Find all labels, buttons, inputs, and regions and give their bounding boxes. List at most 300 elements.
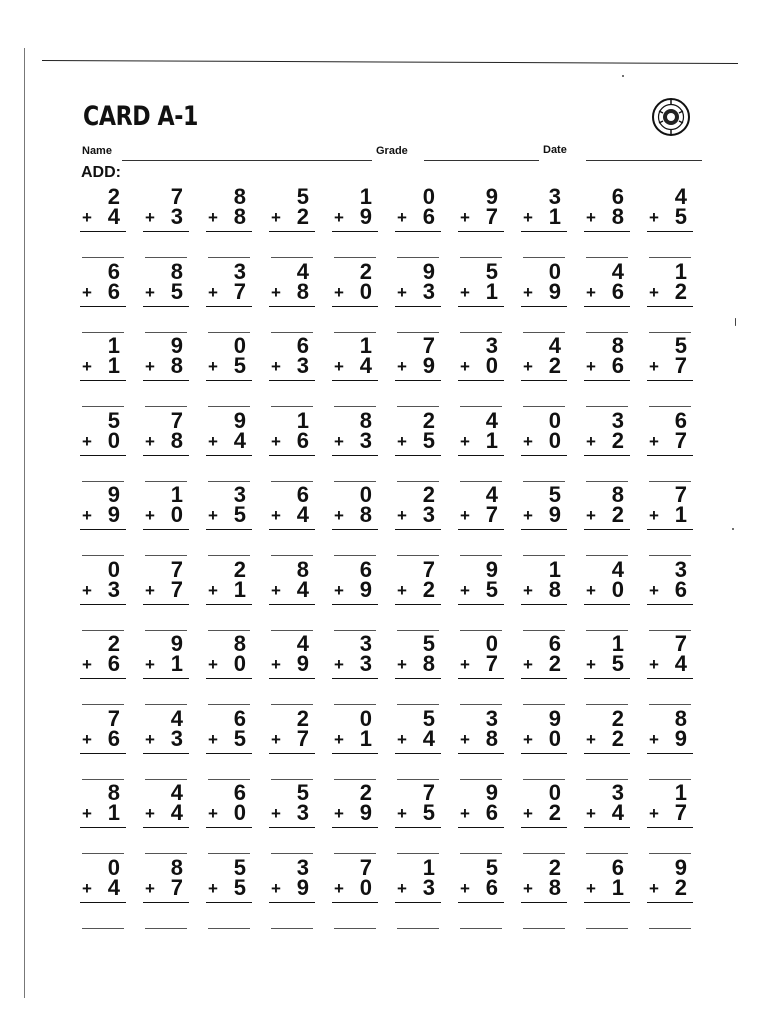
plus-sign: + bbox=[586, 208, 596, 227]
operation-label: ADD: bbox=[81, 164, 121, 181]
addend-top: 9 bbox=[674, 854, 687, 880]
sum-rule bbox=[206, 604, 252, 605]
addition-problem bbox=[143, 484, 193, 559]
problem-row bbox=[80, 854, 700, 932]
addend-top: 4 bbox=[485, 407, 498, 433]
addend-bottom bbox=[649, 725, 687, 751]
addend-top: 0 bbox=[548, 780, 561, 805]
addend-bottom bbox=[334, 653, 372, 675]
addition-problem bbox=[80, 556, 130, 634]
sum-rule bbox=[269, 902, 315, 903]
scan-speck bbox=[735, 318, 736, 326]
sum-rule bbox=[143, 529, 189, 530]
addend-value: 1 bbox=[485, 427, 498, 453]
answer-line[interactable] bbox=[145, 555, 187, 556]
sum-rule bbox=[80, 231, 126, 232]
addition-problem bbox=[80, 484, 130, 559]
addend-value: 3 bbox=[359, 427, 372, 453]
answer-line[interactable] bbox=[649, 406, 691, 407]
answer-line[interactable] bbox=[523, 257, 565, 258]
answer-line[interactable] bbox=[460, 928, 502, 929]
answer-line[interactable] bbox=[460, 555, 502, 556]
addend-bottom bbox=[82, 504, 120, 526]
sum-rule bbox=[269, 380, 315, 381]
addend-value: 0 bbox=[611, 576, 624, 602]
answer-line[interactable] bbox=[523, 406, 565, 407]
addend-bottom bbox=[208, 802, 246, 824]
plus-sign: + bbox=[649, 804, 659, 823]
answer-line[interactable] bbox=[271, 406, 313, 407]
addend-bottom bbox=[208, 427, 246, 453]
addend-top: 3 bbox=[674, 556, 687, 582]
addition-problem bbox=[458, 633, 508, 708]
answer-line[interactable] bbox=[334, 555, 376, 556]
addition-problem bbox=[332, 335, 382, 410]
answer-line[interactable] bbox=[208, 928, 250, 929]
answer-line[interactable] bbox=[397, 928, 439, 929]
plus-sign: + bbox=[82, 282, 92, 302]
addend-value: 5 bbox=[611, 651, 624, 676]
addition-problem bbox=[395, 258, 445, 336]
sum-rule bbox=[206, 306, 252, 307]
addition-problem bbox=[80, 854, 130, 932]
answer-line[interactable] bbox=[334, 406, 376, 407]
addend-bottom bbox=[586, 355, 624, 377]
answer-line[interactable] bbox=[82, 555, 124, 556]
addition-problem bbox=[332, 407, 382, 485]
addend-top: 6 bbox=[611, 854, 624, 880]
sum-rule bbox=[647, 902, 693, 903]
plus-sign: + bbox=[208, 804, 218, 823]
addend-value: 3 bbox=[170, 204, 183, 229]
addition-problem bbox=[647, 556, 697, 634]
plus-sign: + bbox=[82, 878, 92, 898]
addend-bottom bbox=[334, 278, 372, 304]
grade-field[interactable] bbox=[424, 160, 539, 161]
answer-line[interactable] bbox=[586, 853, 628, 854]
addend-value: 1 bbox=[170, 651, 183, 676]
plus-sign: + bbox=[586, 431, 596, 451]
addend-top: 2 bbox=[107, 631, 120, 656]
answer-line[interactable] bbox=[208, 555, 250, 556]
addend-bottom bbox=[586, 725, 624, 751]
addend-top: 9 bbox=[170, 631, 183, 656]
addend-value: 4 bbox=[611, 800, 624, 825]
addition-problem bbox=[647, 407, 697, 485]
addition-problem bbox=[395, 854, 445, 932]
answer-line[interactable] bbox=[82, 257, 124, 258]
answer-line[interactable] bbox=[523, 928, 565, 929]
addend-bottom bbox=[397, 355, 435, 377]
addend-value: 5 bbox=[422, 800, 435, 825]
addend-top: 2 bbox=[296, 705, 309, 731]
addend-top: 5 bbox=[107, 407, 120, 433]
addend-value: 6 bbox=[485, 874, 498, 900]
addend-value: 4 bbox=[674, 651, 687, 676]
answer-line[interactable] bbox=[523, 704, 565, 705]
plus-sign: + bbox=[523, 431, 533, 451]
addition-problem bbox=[269, 854, 319, 932]
addend-value: 4 bbox=[422, 725, 435, 751]
sum-rule bbox=[521, 380, 567, 381]
addend-value: 9 bbox=[296, 651, 309, 676]
addend-bottom bbox=[523, 874, 561, 900]
addend-value: 4 bbox=[170, 800, 183, 825]
addend-top: 3 bbox=[611, 407, 624, 433]
addend-bottom bbox=[586, 576, 624, 602]
addend-bottom bbox=[523, 206, 561, 228]
plus-sign: + bbox=[460, 729, 470, 749]
addition-problem bbox=[521, 335, 571, 410]
plus-sign: + bbox=[460, 208, 470, 227]
addend-bottom bbox=[334, 504, 372, 526]
addend-top: 7 bbox=[170, 184, 183, 209]
addend-value: 2 bbox=[296, 204, 309, 229]
addend-value: 1 bbox=[233, 576, 246, 602]
plus-sign: + bbox=[586, 357, 596, 376]
sum-rule bbox=[332, 231, 378, 232]
plus-sign: + bbox=[82, 655, 92, 674]
answer-line[interactable] bbox=[649, 853, 691, 854]
addend-top: 7 bbox=[422, 780, 435, 805]
addition-problem bbox=[584, 258, 634, 336]
problem-row bbox=[80, 484, 700, 559]
answer-line[interactable] bbox=[397, 555, 439, 556]
answer-line[interactable] bbox=[586, 704, 628, 705]
addend-top: 0 bbox=[548, 258, 561, 284]
plus-sign: + bbox=[649, 431, 659, 451]
addend-bottom bbox=[82, 278, 120, 304]
answer-line[interactable] bbox=[82, 853, 124, 854]
answer-line[interactable] bbox=[208, 704, 250, 705]
addend-value: 6 bbox=[107, 651, 120, 676]
plus-sign: + bbox=[145, 655, 155, 674]
plus-sign: + bbox=[208, 357, 218, 376]
sum-rule bbox=[80, 902, 126, 903]
answer-line[interactable] bbox=[82, 928, 124, 929]
addend-bottom bbox=[460, 504, 498, 526]
addend-bottom bbox=[145, 504, 183, 526]
addend-bottom bbox=[586, 278, 624, 304]
answer-line[interactable] bbox=[271, 928, 313, 929]
addend-bottom bbox=[82, 427, 120, 453]
plus-sign: + bbox=[82, 208, 92, 227]
addend-top: 9 bbox=[170, 333, 183, 358]
answer-line[interactable] bbox=[208, 257, 250, 258]
sum-rule bbox=[647, 753, 693, 754]
plus-sign: + bbox=[649, 655, 659, 674]
addition-problem bbox=[647, 633, 697, 708]
plus-sign: + bbox=[523, 506, 533, 525]
plus-sign: + bbox=[460, 357, 470, 376]
answer-line[interactable] bbox=[586, 928, 628, 929]
answer-line[interactable] bbox=[271, 853, 313, 854]
answer-line[interactable] bbox=[271, 555, 313, 556]
addition-problem bbox=[584, 854, 634, 932]
addend-value: 8 bbox=[548, 874, 561, 900]
addend-value: 3 bbox=[422, 874, 435, 900]
problem-row bbox=[80, 633, 700, 708]
addend-top: 2 bbox=[548, 854, 561, 880]
sum-rule bbox=[143, 604, 189, 605]
addend-top: 4 bbox=[611, 258, 624, 284]
addend-top: 3 bbox=[548, 184, 561, 209]
problem-row bbox=[80, 556, 700, 634]
addend-top: 7 bbox=[674, 482, 687, 507]
answer-line[interactable] bbox=[145, 406, 187, 407]
addend-top: 1 bbox=[674, 258, 687, 284]
addend-value: 5 bbox=[422, 427, 435, 453]
plus-sign: + bbox=[649, 282, 659, 302]
answer-line[interactable] bbox=[649, 555, 691, 556]
answer-line[interactable] bbox=[397, 257, 439, 258]
addition-problem bbox=[143, 335, 193, 410]
addend-bottom bbox=[586, 206, 624, 228]
answer-line[interactable] bbox=[145, 257, 187, 258]
plus-sign: + bbox=[334, 506, 344, 525]
plus-sign: + bbox=[334, 431, 344, 451]
addend-bottom bbox=[523, 576, 561, 602]
addition-problem bbox=[80, 633, 130, 708]
answer-line[interactable] bbox=[334, 257, 376, 258]
sum-rule bbox=[269, 306, 315, 307]
sum-rule bbox=[647, 380, 693, 381]
answer-line[interactable] bbox=[208, 853, 250, 854]
sum-rule bbox=[395, 604, 441, 605]
addition-problem bbox=[584, 484, 634, 559]
sum-rule bbox=[269, 827, 315, 828]
sum-rule bbox=[143, 455, 189, 456]
answer-line[interactable] bbox=[649, 928, 691, 929]
addition-problem bbox=[647, 186, 697, 261]
answer-line[interactable] bbox=[145, 928, 187, 929]
answer-line[interactable] bbox=[460, 257, 502, 258]
answer-line[interactable] bbox=[649, 704, 691, 705]
addend-value: 0 bbox=[548, 427, 561, 453]
sum-rule bbox=[332, 455, 378, 456]
name-field[interactable] bbox=[122, 160, 372, 161]
addend-bottom bbox=[460, 206, 498, 228]
addend-value: 3 bbox=[107, 576, 120, 602]
addend-value: 8 bbox=[359, 502, 372, 527]
addition-problem bbox=[395, 705, 445, 783]
addition-problem bbox=[206, 407, 256, 485]
addend-bottom bbox=[145, 802, 183, 824]
addition-problem bbox=[80, 186, 130, 261]
addition-problem bbox=[647, 705, 697, 783]
sum-rule bbox=[647, 678, 693, 679]
addend-bottom bbox=[460, 355, 498, 377]
addend-value: 3 bbox=[170, 725, 183, 751]
addend-value: 9 bbox=[359, 800, 372, 825]
answer-line[interactable] bbox=[82, 406, 124, 407]
addend-top: 5 bbox=[296, 184, 309, 209]
addend-value: 0 bbox=[170, 502, 183, 527]
sum-rule bbox=[206, 753, 252, 754]
answer-line[interactable] bbox=[523, 555, 565, 556]
sum-rule bbox=[332, 529, 378, 530]
addend-bottom bbox=[334, 206, 372, 228]
addend-top: 1 bbox=[611, 631, 624, 656]
addend-bottom bbox=[145, 427, 183, 453]
addend-bottom bbox=[397, 725, 435, 751]
addend-top: 1 bbox=[674, 780, 687, 805]
addend-bottom bbox=[397, 504, 435, 526]
answer-line[interactable] bbox=[145, 853, 187, 854]
addend-value: 0 bbox=[107, 427, 120, 453]
answer-line[interactable] bbox=[586, 406, 628, 407]
plus-sign: + bbox=[145, 580, 155, 600]
addition-problem bbox=[647, 782, 697, 857]
sum-rule bbox=[584, 529, 630, 530]
answer-line[interactable] bbox=[334, 928, 376, 929]
addend-top: 7 bbox=[422, 333, 435, 358]
addend-value: 7 bbox=[233, 278, 246, 304]
sum-rule bbox=[80, 380, 126, 381]
plus-sign: + bbox=[586, 878, 596, 898]
addend-bottom bbox=[523, 725, 561, 751]
answer-line[interactable] bbox=[460, 853, 502, 854]
plus-sign: + bbox=[271, 655, 281, 674]
addition-problem bbox=[332, 484, 382, 559]
addend-value: 8 bbox=[548, 576, 561, 602]
answer-line[interactable] bbox=[271, 257, 313, 258]
answer-line[interactable] bbox=[334, 853, 376, 854]
sum-rule bbox=[521, 455, 567, 456]
sum-rule bbox=[521, 753, 567, 754]
addend-value: 2 bbox=[548, 651, 561, 676]
addend-value: 3 bbox=[422, 278, 435, 304]
addition-problem bbox=[206, 705, 256, 783]
answer-line[interactable] bbox=[586, 257, 628, 258]
addend-value: 9 bbox=[107, 502, 120, 527]
sum-rule bbox=[80, 753, 126, 754]
addend-value: 0 bbox=[359, 278, 372, 304]
addition-problem bbox=[521, 854, 571, 932]
date-field[interactable] bbox=[586, 160, 702, 161]
addend-value: 7 bbox=[674, 427, 687, 453]
answer-line[interactable] bbox=[271, 704, 313, 705]
plus-sign: + bbox=[649, 506, 659, 525]
answer-line[interactable] bbox=[208, 406, 250, 407]
addend-bottom bbox=[271, 278, 309, 304]
plus-sign: + bbox=[460, 506, 470, 525]
sum-rule bbox=[584, 902, 630, 903]
addend-top: 5 bbox=[674, 333, 687, 358]
addend-top: 7 bbox=[674, 631, 687, 656]
plus-sign: + bbox=[523, 878, 533, 898]
answer-line[interactable] bbox=[523, 853, 565, 854]
plus-sign: + bbox=[649, 208, 659, 227]
answer-line[interactable] bbox=[397, 406, 439, 407]
grade-label: Grade bbox=[376, 145, 408, 157]
addition-problem bbox=[584, 407, 634, 485]
student-info-row bbox=[82, 145, 702, 165]
answer-line[interactable] bbox=[334, 704, 376, 705]
sum-rule bbox=[395, 827, 441, 828]
plus-sign: + bbox=[397, 208, 407, 227]
sum-rule bbox=[521, 678, 567, 679]
answer-line[interactable] bbox=[460, 406, 502, 407]
addend-bottom bbox=[82, 874, 120, 900]
plus-sign: + bbox=[397, 282, 407, 302]
addend-top: 3 bbox=[296, 854, 309, 880]
addend-value: 7 bbox=[485, 204, 498, 229]
plus-sign: + bbox=[271, 878, 281, 898]
addition-problem bbox=[269, 782, 319, 857]
addend-top: 9 bbox=[485, 556, 498, 582]
sum-rule bbox=[395, 380, 441, 381]
sum-rule bbox=[458, 678, 504, 679]
sum-rule bbox=[647, 529, 693, 530]
sum-rule bbox=[584, 455, 630, 456]
scan-speck bbox=[622, 75, 624, 77]
answer-line[interactable] bbox=[460, 704, 502, 705]
answer-line[interactable] bbox=[649, 257, 691, 258]
addend-bottom bbox=[145, 278, 183, 304]
addend-bottom bbox=[334, 427, 372, 453]
scan-speck bbox=[732, 528, 734, 530]
addition-problem bbox=[269, 258, 319, 336]
addend-value: 6 bbox=[611, 278, 624, 304]
addition-problem bbox=[458, 854, 508, 932]
addition-problem bbox=[143, 705, 193, 783]
seal-icon bbox=[651, 97, 691, 137]
plus-sign: + bbox=[460, 878, 470, 898]
addition-problem bbox=[395, 782, 445, 857]
sum-rule bbox=[521, 529, 567, 530]
addend-bottom bbox=[649, 427, 687, 453]
addition-problem bbox=[458, 407, 508, 485]
addend-top: 9 bbox=[485, 780, 498, 805]
answer-line[interactable] bbox=[397, 853, 439, 854]
addend-top: 1 bbox=[359, 333, 372, 358]
plus-sign: + bbox=[271, 208, 281, 227]
addition-problem bbox=[206, 335, 256, 410]
addend-top: 3 bbox=[233, 482, 246, 507]
plus-sign: + bbox=[271, 282, 281, 302]
addend-top: 8 bbox=[296, 556, 309, 582]
addend-value: 0 bbox=[233, 651, 246, 676]
answer-line[interactable] bbox=[397, 704, 439, 705]
addend-top: 0 bbox=[359, 482, 372, 507]
addition-problem bbox=[584, 186, 634, 261]
addend-bottom bbox=[649, 355, 687, 377]
addend-bottom bbox=[397, 206, 435, 228]
addend-bottom bbox=[649, 278, 687, 304]
addition-problem bbox=[521, 186, 571, 261]
addend-top: 6 bbox=[296, 333, 309, 358]
addend-value: 2 bbox=[674, 874, 687, 900]
addend-top: 5 bbox=[233, 854, 246, 880]
sum-rule bbox=[332, 604, 378, 605]
plus-sign: + bbox=[460, 431, 470, 451]
addition-problem bbox=[521, 407, 571, 485]
answer-line[interactable] bbox=[82, 704, 124, 705]
addition-problem bbox=[521, 556, 571, 634]
addend-bottom bbox=[649, 874, 687, 900]
answer-line[interactable] bbox=[145, 704, 187, 705]
addition-problem bbox=[521, 258, 571, 336]
sum-rule bbox=[80, 604, 126, 605]
addend-top: 8 bbox=[611, 482, 624, 507]
top-rule bbox=[42, 60, 738, 64]
addend-top: 5 bbox=[548, 482, 561, 507]
addend-top: 8 bbox=[611, 333, 624, 358]
addend-bottom bbox=[649, 504, 687, 526]
sum-rule bbox=[143, 902, 189, 903]
answer-line[interactable] bbox=[586, 555, 628, 556]
